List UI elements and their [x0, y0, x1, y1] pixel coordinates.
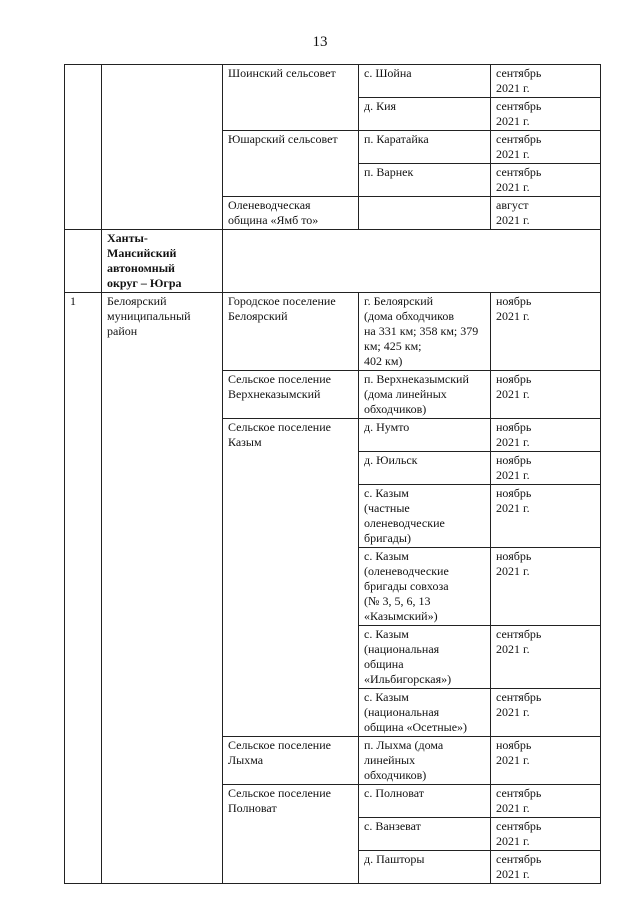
- date-cell: ноябрь 2021 г.: [491, 548, 601, 626]
- locality-cell: п. Каратайка: [359, 131, 491, 164]
- district-cell: Белоярский муниципальный район: [102, 293, 223, 884]
- date-cell: сентябрь 2021 г.: [491, 164, 601, 197]
- district-cell: [102, 65, 223, 230]
- table-row: [65, 65, 601, 98]
- settlement-cell: Сельское поселение Полноват: [223, 785, 359, 884]
- settlement-cell: Юшарский сельсовет: [223, 131, 359, 197]
- settlement-cell: Сельское поселение Верхнеказымский: [223, 371, 359, 419]
- settlement-cell: Городское поселение Белоярский: [223, 293, 359, 371]
- date-cell: сентябрь 2021 г.: [491, 818, 601, 851]
- locality-cell: с. Казым (частные оленеводческие бригады): [359, 485, 491, 548]
- row-number-cell: [65, 65, 102, 230]
- schedule-table: [64, 64, 601, 884]
- region-header-row: [65, 230, 601, 293]
- locality-cell: с. Шойна: [359, 65, 491, 98]
- locality-cell: [359, 197, 491, 230]
- date-cell: ноябрь 2021 г.: [491, 737, 601, 785]
- date-cell: август 2021 г.: [491, 197, 601, 230]
- locality-cell: п. Варнек: [359, 164, 491, 197]
- date-cell: сентябрь 2021 г.: [491, 98, 601, 131]
- region-empty-cell: [223, 230, 601, 293]
- settlement-cell: Сельское поселение Лыхма: [223, 737, 359, 785]
- date-cell: ноябрь 2021 г.: [491, 371, 601, 419]
- locality-cell: г. Белоярский (дома обходчиков на 331 км; 358 км; 379 км; 425 км; 402 км): [359, 293, 491, 371]
- date-cell: сентябрь 2021 г.: [491, 785, 601, 818]
- date-cell: ноябрь 2021 г.: [491, 452, 601, 485]
- region-name-cell: Ханты- Мансийский автономный округ – Югра: [102, 230, 223, 293]
- locality-cell: с. Ванзеват: [359, 818, 491, 851]
- date-cell: ноябрь 2021 г.: [491, 419, 601, 452]
- locality-cell: д. Юильск: [359, 452, 491, 485]
- row-number-cell: [65, 230, 102, 293]
- settlement-cell: Сельское поселение Казым: [223, 419, 359, 737]
- date-cell: ноябрь 2021 г.: [491, 293, 601, 371]
- locality-cell: с. Полноват: [359, 785, 491, 818]
- date-cell: сентябрь 2021 г.: [491, 689, 601, 737]
- settlement-cell: Оленеводческая община «Ямб то»: [223, 197, 359, 230]
- locality-cell: с. Казым (оленеводческие бригады совхоза (№ 3, 5, 6, 13 «Казымский»): [359, 548, 491, 626]
- locality-cell: п. Верхнеказымский (дома линейных обходчиков): [359, 371, 491, 419]
- date-cell: сентябрь 2021 г.: [491, 851, 601, 884]
- date-cell: сентябрь 2021 г.: [491, 131, 601, 164]
- row-number-cell: 1: [65, 293, 102, 884]
- locality-cell: с. Казым (национальная община «Ильбигорская»): [359, 626, 491, 689]
- date-cell: ноябрь 2021 г.: [491, 485, 601, 548]
- table-row: [65, 293, 601, 371]
- date-cell: сентябрь 2021 г.: [491, 65, 601, 98]
- page-number: 13: [312, 34, 328, 50]
- locality-cell: с. Казым (национальная община «Осетные»): [359, 689, 491, 737]
- locality-cell: п. Лыхма (дома линейных обходчиков): [359, 737, 491, 785]
- locality-cell: д. Пашторы: [359, 851, 491, 884]
- locality-cell: д. Нумто: [359, 419, 491, 452]
- date-cell: сентябрь 2021 г.: [491, 626, 601, 689]
- locality-cell: д. Кия: [359, 98, 491, 131]
- settlement-cell: Шоинский сельсовет: [223, 65, 359, 131]
